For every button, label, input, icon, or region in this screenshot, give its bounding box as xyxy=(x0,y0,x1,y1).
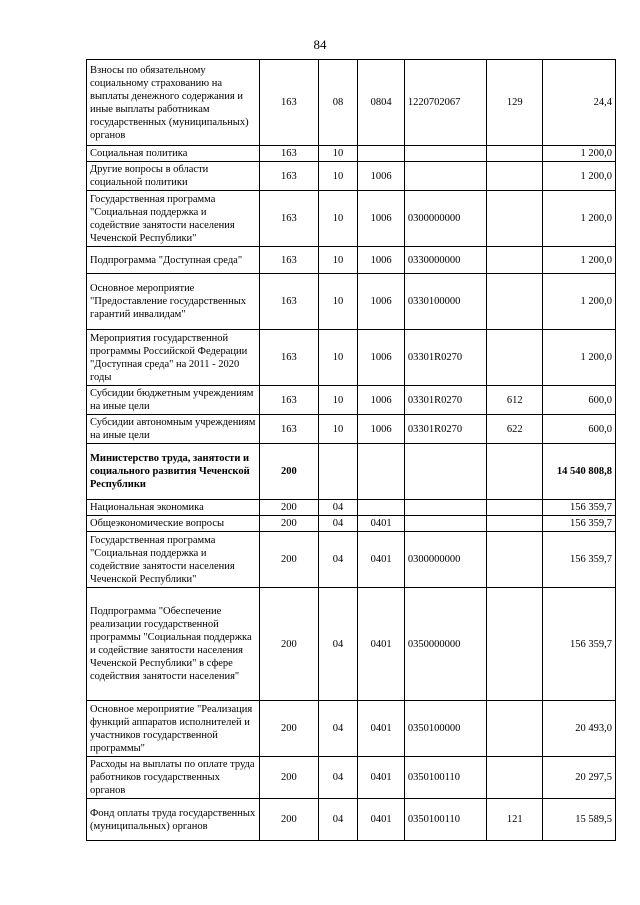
cell-name: Общеэкономические вопросы xyxy=(87,516,260,532)
cell-sum: 1 200,0 xyxy=(543,274,616,330)
cell-csr xyxy=(404,162,486,191)
cell-ved: 163 xyxy=(259,247,318,274)
cell-ved: 163 xyxy=(259,191,318,247)
cell-sum: 14 540 808,8 xyxy=(543,444,616,500)
table-row xyxy=(87,247,616,274)
cell-name: Субсидии бюджетным учреждениям на иные цели xyxy=(87,386,260,415)
cell-rz: 08 xyxy=(318,60,358,146)
cell-name: Расходы на выплаты по оплате труда работников государственных органов xyxy=(87,757,260,799)
cell-rz: 04 xyxy=(318,516,358,532)
cell-ved: 163 xyxy=(259,146,318,162)
cell-prz: 0401 xyxy=(358,516,405,532)
cell-rz: 04 xyxy=(318,757,358,799)
cell-csr xyxy=(404,500,486,516)
cell-ved: 200 xyxy=(259,799,318,841)
cell-prz: 0401 xyxy=(358,532,405,588)
cell-prz: 1006 xyxy=(358,386,405,415)
cell-vr xyxy=(486,274,543,330)
table-row xyxy=(87,146,616,162)
cell-vr xyxy=(486,532,543,588)
table-body xyxy=(87,60,616,841)
cell-rz: 10 xyxy=(318,386,358,415)
cell-prz: 0401 xyxy=(358,757,405,799)
cell-prz: 0804 xyxy=(358,60,405,146)
cell-csr: 0330100000 xyxy=(404,274,486,330)
table-row xyxy=(87,799,616,841)
cell-name: Основное мероприятие "Реализация функций аппаратов исполнителей и участников государственной программы" xyxy=(87,701,260,757)
cell-csr xyxy=(404,516,486,532)
cell-name: Государственная программа "Социальная поддержка и содействие занятости населения Чеченской Республики" xyxy=(87,191,260,247)
cell-prz: 1006 xyxy=(358,247,405,274)
cell-sum: 600,0 xyxy=(543,386,616,415)
cell-sum: 1 200,0 xyxy=(543,330,616,386)
cell-ved: 200 xyxy=(259,701,318,757)
cell-vr: 612 xyxy=(486,386,543,415)
cell-vr: 129 xyxy=(486,60,543,146)
table-row xyxy=(87,444,616,500)
cell-name: Министерство труда, занятости и социального развития Чеченской Республики xyxy=(87,444,260,500)
cell-name: Мероприятия государственной программы Российской Федерации "Доступная среда" на 2011 - 2020 годы xyxy=(87,330,260,386)
cell-name: Субсидии автономным учреждениям на иные цели xyxy=(87,415,260,444)
cell-prz: 1006 xyxy=(358,191,405,247)
cell-vr xyxy=(486,701,543,757)
cell-ved: 200 xyxy=(259,516,318,532)
table-row xyxy=(87,516,616,532)
cell-rz: 04 xyxy=(318,588,358,701)
budget-table xyxy=(86,59,616,841)
table-row xyxy=(87,274,616,330)
cell-ved: 163 xyxy=(259,274,318,330)
table-row xyxy=(87,701,616,757)
cell-prz: 1006 xyxy=(358,330,405,386)
table-row xyxy=(87,500,616,516)
cell-rz: 10 xyxy=(318,330,358,386)
cell-sum: 1 200,0 xyxy=(543,146,616,162)
cell-sum: 156 359,7 xyxy=(543,532,616,588)
cell-ved: 200 xyxy=(259,757,318,799)
cell-name: Основное мероприятие "Предоставление государственных гарантий инвалидам" xyxy=(87,274,260,330)
table-row xyxy=(87,415,616,444)
cell-sum: 20 493,0 xyxy=(543,701,616,757)
cell-name: Взносы по обязательному социальному страхованию на выплаты денежного содержания и иные выплаты работникам государственных (муниципальных) органов xyxy=(87,60,260,146)
table-row xyxy=(87,60,616,146)
cell-prz xyxy=(358,146,405,162)
cell-ved: 163 xyxy=(259,415,318,444)
cell-prz xyxy=(358,500,405,516)
cell-name: Подпрограмма "Доступная среда" xyxy=(87,247,260,274)
cell-prz xyxy=(358,444,405,500)
cell-prz: 0401 xyxy=(358,588,405,701)
cell-vr xyxy=(486,500,543,516)
cell-sum: 156 359,7 xyxy=(543,500,616,516)
cell-ved: 163 xyxy=(259,162,318,191)
cell-vr xyxy=(486,162,543,191)
cell-prz: 1006 xyxy=(358,415,405,444)
cell-name: Фонд оплаты труда государственных (муниципальных) органов xyxy=(87,799,260,841)
cell-sum: 1 200,0 xyxy=(543,162,616,191)
cell-rz: 04 xyxy=(318,500,358,516)
cell-csr: 0330000000 xyxy=(404,247,486,274)
cell-csr: 0350000000 xyxy=(404,588,486,701)
cell-csr: 0300000000 xyxy=(404,191,486,247)
cell-vr xyxy=(486,247,543,274)
cell-rz: 04 xyxy=(318,799,358,841)
cell-name: Национальная экономика xyxy=(87,500,260,516)
cell-vr xyxy=(486,588,543,701)
cell-name: Государственная программа "Социальная поддержка и содействие занятости населения Чеченской Республики" xyxy=(87,532,260,588)
cell-rz: 10 xyxy=(318,274,358,330)
cell-sum: 24,4 xyxy=(543,60,616,146)
cell-csr: 03301R0270 xyxy=(404,386,486,415)
cell-name: Социальная политика xyxy=(87,146,260,162)
cell-prz: 0401 xyxy=(358,701,405,757)
cell-rz: 10 xyxy=(318,146,358,162)
cell-rz: 10 xyxy=(318,247,358,274)
cell-rz xyxy=(318,444,358,500)
table-row xyxy=(87,532,616,588)
cell-prz: 1006 xyxy=(358,162,405,191)
cell-rz: 10 xyxy=(318,415,358,444)
cell-vr xyxy=(486,146,543,162)
cell-rz: 04 xyxy=(318,532,358,588)
cell-csr xyxy=(404,444,486,500)
cell-csr: 0350100110 xyxy=(404,799,486,841)
cell-vr: 622 xyxy=(486,415,543,444)
cell-csr: 0350100000 xyxy=(404,701,486,757)
table-row xyxy=(87,191,616,247)
cell-rz: 10 xyxy=(318,191,358,247)
cell-sum: 1 200,0 xyxy=(543,247,616,274)
cell-sum: 1 200,0 xyxy=(543,191,616,247)
cell-vr xyxy=(486,330,543,386)
cell-sum: 20 297,5 xyxy=(543,757,616,799)
cell-ved: 163 xyxy=(259,60,318,146)
cell-ved: 200 xyxy=(259,532,318,588)
cell-ved: 163 xyxy=(259,386,318,415)
cell-ved: 200 xyxy=(259,588,318,701)
cell-ved: 163 xyxy=(259,330,318,386)
table-row xyxy=(87,757,616,799)
cell-vr xyxy=(486,516,543,532)
cell-ved: 200 xyxy=(259,500,318,516)
cell-csr: 0300000000 xyxy=(404,532,486,588)
page-number: 84 xyxy=(313,37,327,52)
cell-sum: 156 359,7 xyxy=(543,588,616,701)
cell-csr xyxy=(404,146,486,162)
cell-vr xyxy=(486,191,543,247)
cell-rz: 10 xyxy=(318,162,358,191)
cell-prz: 1006 xyxy=(358,274,405,330)
cell-csr: 03301R0270 xyxy=(404,330,486,386)
cell-sum: 600,0 xyxy=(543,415,616,444)
table-row xyxy=(87,588,616,701)
cell-csr: 0350100110 xyxy=(404,757,486,799)
cell-csr: 1220702067 xyxy=(404,60,486,146)
cell-vr: 121 xyxy=(486,799,543,841)
cell-sum: 15 589,5 xyxy=(543,799,616,841)
cell-prz: 0401 xyxy=(358,799,405,841)
table-row xyxy=(87,162,616,191)
cell-vr xyxy=(486,444,543,500)
cell-ved: 200 xyxy=(259,444,318,500)
table-row xyxy=(87,330,616,386)
table-row xyxy=(87,386,616,415)
cell-vr xyxy=(486,757,543,799)
cell-name: Подпрограмма "Обеспечение реализации государственной программы "Социальная поддержка и содействие занятости населения Чеченской Республики" в сфере содействия занятости населения" xyxy=(87,588,260,701)
cell-csr: 03301R0270 xyxy=(404,415,486,444)
cell-rz: 04 xyxy=(318,701,358,757)
cell-name: Другие вопросы в области социальной политики xyxy=(87,162,260,191)
cell-sum: 156 359,7 xyxy=(543,516,616,532)
